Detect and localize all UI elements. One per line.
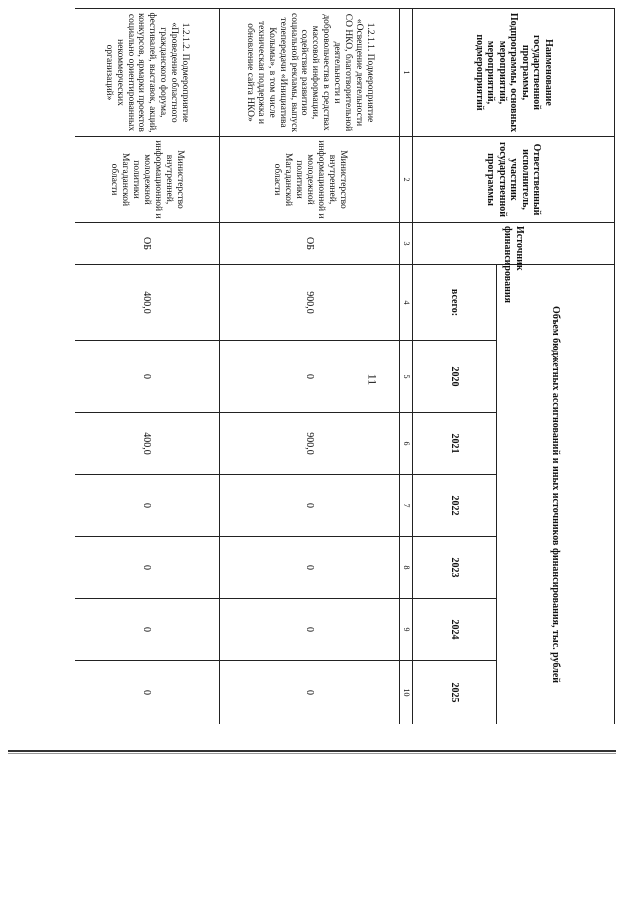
header-2024: 2024	[413, 599, 497, 661]
row-total: 400,0	[75, 265, 220, 341]
row-total: 900,0	[220, 265, 400, 341]
row-2020: 0	[220, 341, 400, 413]
row-2020: 0	[75, 341, 220, 413]
header-executor: Ответственный исполнитель, участник государственной программы	[413, 137, 615, 223]
row-2025: 0	[75, 661, 220, 725]
column-number: 3	[400, 223, 413, 265]
row-2024: 0	[75, 599, 220, 661]
row-source: ОБ	[75, 223, 220, 265]
column-number: 9	[400, 599, 413, 661]
header-source: Источник финансирования	[413, 223, 615, 265]
row-2022: 0	[75, 475, 220, 537]
footer-rule-thin	[8, 753, 616, 754]
row-source: ОБ	[220, 223, 400, 265]
column-number: 1	[400, 9, 413, 137]
header-2025: 2025	[413, 661, 497, 725]
header-total: всего:	[413, 265, 497, 341]
header-name: Наименование государственной программы, Подпрограммы, основных мероприятий, мероприятий, подмероприятий	[413, 9, 615, 137]
header-2020: 2020	[413, 341, 497, 413]
row-executor: Министерство внутренней, информационной и молодежной политики Магаданской области	[75, 137, 220, 223]
header-funding-group: Объем бюджетных ассигнований и иных источников финансирования, тыс. рублей	[497, 265, 615, 725]
page-number: 11	[365, 373, 380, 386]
row-2024: 0	[220, 599, 400, 661]
column-number: 5	[400, 341, 413, 413]
column-number: 7	[400, 475, 413, 537]
row-2025: 0	[220, 661, 400, 725]
row-2022: 0	[220, 475, 400, 537]
column-number: 4	[400, 265, 413, 341]
row-2021: 400,0	[75, 413, 220, 475]
header-2023: 2023	[413, 537, 497, 599]
row-name: 1.2.1.1. Подмероприятие «Освещение деятельности СО НКО, благотворительной деятельности и добровольчества в средствах массовой информации, содействие развитию социальной рекламы, выпуск телепередачи «Инициатива Колымы», в том числе техническая поддержка и обновление сайта НКО»	[220, 9, 400, 137]
column-number: 8	[400, 537, 413, 599]
row-2021: 900,0	[220, 413, 400, 475]
row-executor: Министерство внутренней, информационной и молодежной политики Магаданской области	[220, 137, 400, 223]
row-name: 1.2.1.2. Подмероприятие «Проведение областного гражданского форума, фестивалей, выставок, акций, конкурсов, ярмарки проектов социально ориентированных некоммерческих организаций»	[75, 9, 220, 137]
table-row	[75, 9, 220, 725]
column-number: 10	[400, 661, 413, 725]
row-2023: 0	[75, 537, 220, 599]
column-number: 2	[400, 137, 413, 223]
table-viewport	[75, 8, 615, 724]
column-number: 6	[400, 413, 413, 475]
footer-rule	[8, 750, 616, 752]
header-2021: 2021	[413, 413, 497, 475]
column-numbers-row	[400, 9, 413, 725]
rotated-sheet	[75, 8, 615, 724]
row-2023: 0	[220, 537, 400, 599]
table-row	[220, 9, 400, 725]
funding-table	[75, 8, 615, 724]
header-2022: 2022	[413, 475, 497, 537]
